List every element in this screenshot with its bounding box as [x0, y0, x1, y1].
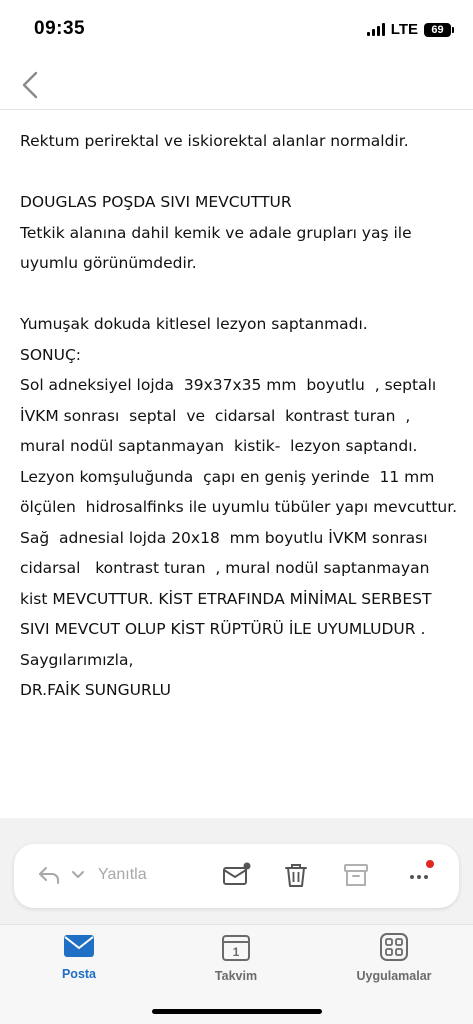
mail-body [20, 126, 460, 706]
status-bar [0, 0, 473, 62]
tab-label: Posta [61, 967, 97, 981]
body-line: Rektum perirektal ve iskiorektal alanlar normaldir. [20, 132, 409, 150]
action-bar [14, 844, 459, 908]
tab-bar [0, 924, 473, 1024]
body-line: Yumuşak dokuda kitlesel lezyon saptanmadı. [20, 315, 368, 333]
tab-apps[interactable] [334, 933, 454, 983]
blank-line [20, 279, 460, 310]
chevron-left-icon[interactable] [18, 70, 44, 100]
tab-mail[interactable] [19, 933, 139, 981]
chevron-down-icon[interactable] [70, 867, 86, 883]
reply-icon [36, 862, 62, 888]
network-type: LTE [390, 21, 418, 38]
calendar-icon [221, 933, 251, 961]
body-line: Tetkik alanına dahil kemik ve adale grupları yaş ile uyumlu görünümdedir. [20, 223, 417, 272]
mail-icon [63, 933, 95, 959]
home-indicator[interactable] [152, 1009, 322, 1014]
signature: DR.FAİK SUNGURLU [20, 681, 171, 699]
body-line: SONUÇ: [20, 345, 82, 364]
trash-icon[interactable] [281, 860, 311, 890]
body-line: Sol adneksiyel lojda 39x37x35 mm boyutlu , septalı İVKM sonrası septal ve cidarsal kontrast turan , mural nodül saptanmayan kistik- lezyon saptandı. Lezyon komşuluğunda çapı en geniş yerinde 11 mm ölçülen hidrosalfinks ile uyumlu tübüler yapı mevcuttur. [20, 376, 458, 516]
battery-icon: 69 [424, 23, 451, 37]
notification-dot [426, 860, 434, 868]
tab-calendar[interactable] [176, 933, 296, 983]
status-time: 09:35 [34, 18, 86, 39]
calendar-day: 1 [232, 945, 240, 959]
blank-line [20, 157, 460, 188]
body-line: Sağ adnesial lojda 20x18 mm boyutlu İVKM sonrası cidarsal kontrast turan , mural nodül saptanmayan kist MEVCUTTUR. KİST ETRAFINDA MİNİMAL SERBEST SIVI MEVCUT OLUP KİST RÜPTÜRÜ İLE UYUMLUDUR . [20, 528, 448, 638]
body-line: DOUGLAS POŞDA SIVI MEVCUTTUR [20, 193, 292, 211]
action-area [0, 818, 473, 924]
tab-label: Uygulamalar [356, 969, 432, 983]
signal-icon [367, 23, 385, 36]
reply-label: Yanıtla [98, 866, 147, 883]
apps-icon [380, 933, 408, 961]
archive-icon[interactable] [341, 860, 371, 890]
nav-bar [0, 62, 473, 110]
tab-label: Takvim [214, 969, 258, 983]
reply-button[interactable] [36, 862, 147, 888]
status-indicators [367, 21, 451, 38]
mark-unread-icon[interactable] [221, 860, 251, 890]
body-line: Saygılarımızla, [20, 650, 134, 669]
